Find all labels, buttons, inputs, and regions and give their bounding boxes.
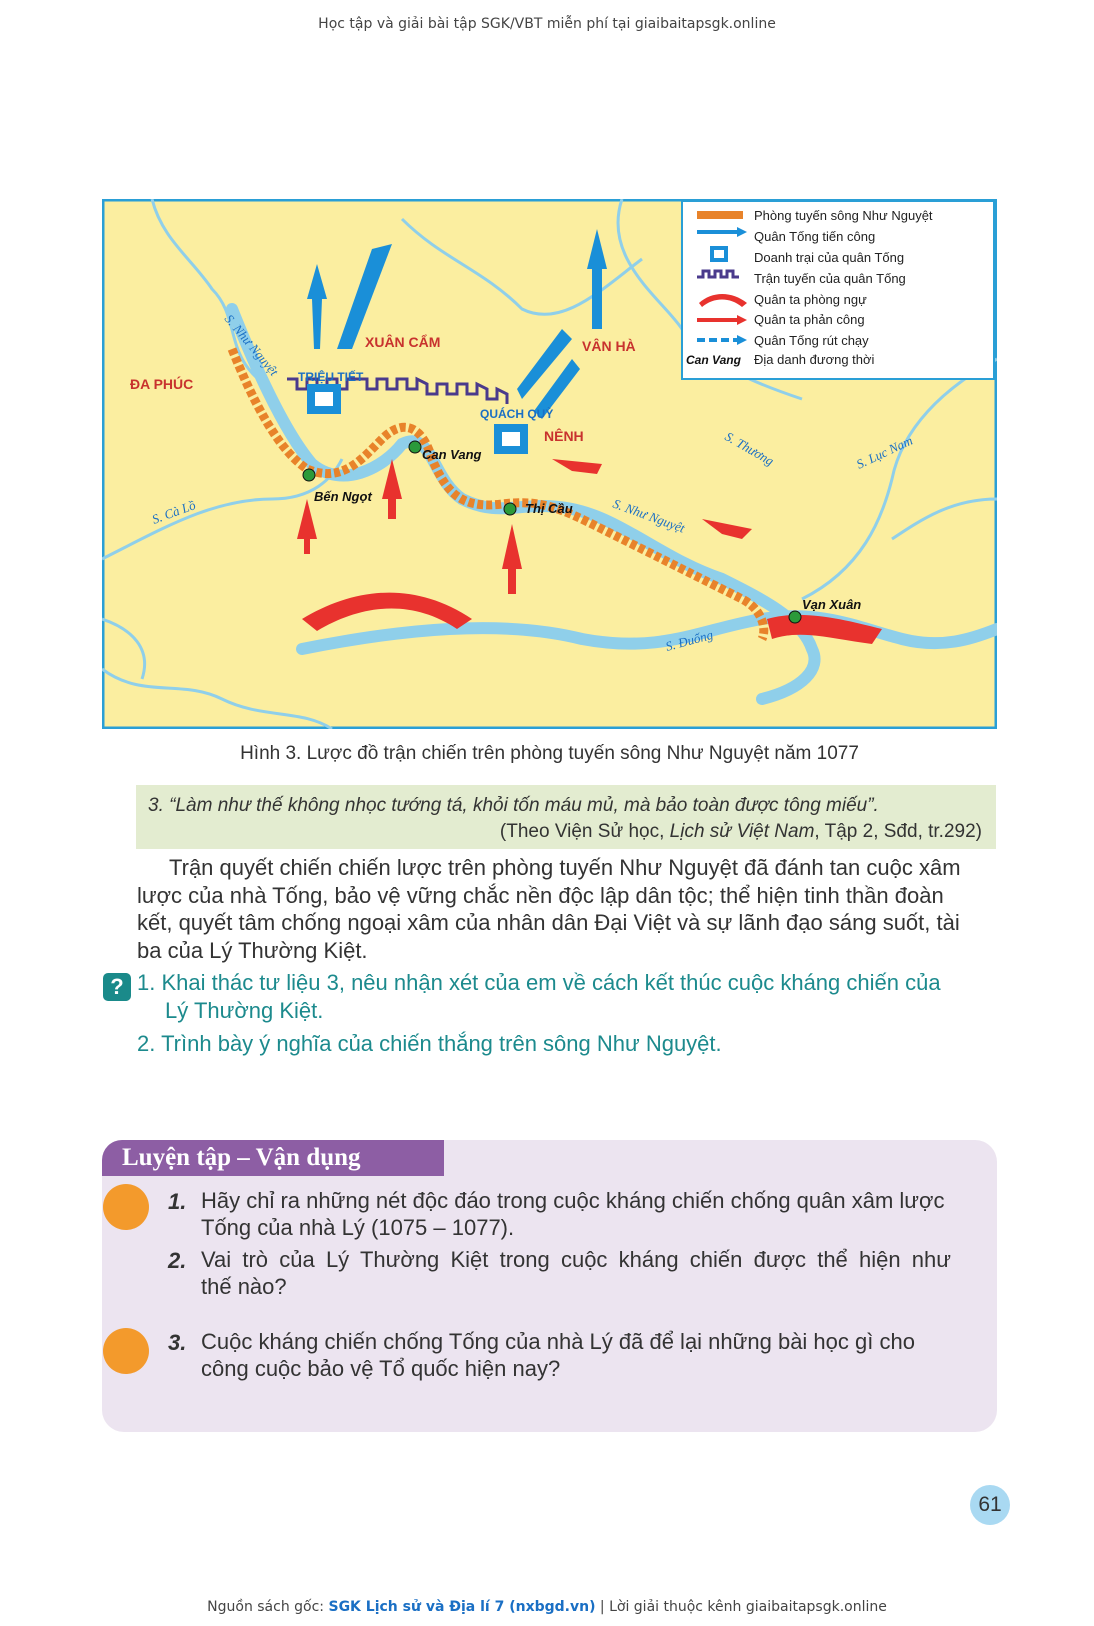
dot-ben-ngot bbox=[303, 469, 315, 481]
label-nenh: NÊNH bbox=[544, 428, 584, 444]
label-river-thuong: S. Thương bbox=[722, 428, 777, 469]
figure-caption: Hình 3. Lược đồ trận chiến trên phòng tuyến sông Như Nguyệt năm 1077 bbox=[240, 743, 859, 764]
student-thinking-icon bbox=[103, 1328, 149, 1374]
quote-text: 3. “Làm như thế không nhọc tướng tá, khỏi tốn máu mủ, mà bảo toàn được tông miếu”. bbox=[148, 795, 879, 816]
dot-can-vang bbox=[409, 441, 421, 453]
dot-van-xuan bbox=[789, 611, 801, 623]
label-river-ca-lo: S. Cà Lồ bbox=[149, 497, 198, 527]
quote-box bbox=[136, 785, 996, 849]
label-ben-ngot: Bến Ngọt bbox=[314, 489, 372, 504]
question-1-line-2: Lý Thường Kiệt. bbox=[165, 998, 324, 1023]
legend-label-5: Quân ta phòng ngự bbox=[754, 292, 867, 307]
label-river-duong: S. Đuống bbox=[663, 626, 715, 654]
legend-label-1: Phòng tuyến sông Như Nguyệt bbox=[754, 208, 933, 223]
label-thi-cau: Thị Cầu bbox=[525, 501, 573, 516]
map-svg bbox=[102, 199, 997, 729]
question-icon: ? bbox=[103, 973, 131, 1001]
footer-book-link: SGK Lịch sử và Địa lí 7 (nxbgd.vn) bbox=[328, 1599, 596, 1615]
label-river-luc-nam: S. Lục Nam bbox=[853, 432, 915, 472]
practice-3-line-1: Cuộc kháng chiến chống Tống của nhà Lý đã để lại những bài học gì cho bbox=[201, 1329, 915, 1354]
dot-thi-cau bbox=[504, 503, 516, 515]
legend-label-2: Quân Tống tiến công bbox=[754, 229, 876, 244]
legend-label-8: Địa danh đương thời bbox=[754, 352, 875, 367]
label-trieu-tiet: TRIỆU TIẾT bbox=[298, 370, 364, 384]
legend-label-7: Quân Tống rút chạy bbox=[754, 333, 869, 348]
footer-note: Nguồn sách gốc: SGK Lịch sử và Địa lí 7 (nxbgd.vn) | Lời giải thuộc kênh giaibaitapsgk.online bbox=[207, 1599, 887, 1615]
legend-label-3: Doanh trại của quân Tống bbox=[754, 250, 905, 265]
legend-label-4: Trận tuyến của quân Tống bbox=[754, 271, 906, 286]
label-van-xuan: Vạn Xuân bbox=[802, 597, 862, 612]
practice-3-line-2: công cuộc bảo vệ Tổ quốc hiện nay? bbox=[201, 1356, 561, 1381]
practice-2-line-2: thế nào? bbox=[201, 1274, 287, 1299]
page-number: 61 bbox=[970, 1485, 1010, 1525]
legend-label-6: Quân ta phản công bbox=[754, 312, 865, 327]
paragraph-line-1: Trận quyết chiến chiến lược trên phòng tuyến Như Nguyệt đã đánh tan cuộc xâm bbox=[169, 855, 961, 880]
practice-1-line-2: Tống của nhà Lý (1075 – 1077). bbox=[201, 1215, 515, 1240]
student-reading-icon bbox=[103, 1184, 149, 1230]
paragraph-line-2: lược của nhà Tống, bảo vệ vững chắc nền độc lập dân tộc; thể hiện tinh thần đoàn bbox=[137, 882, 944, 908]
practice-3-num: 3. bbox=[168, 1330, 187, 1355]
place-text-sample: Can Vang bbox=[686, 353, 741, 367]
question-2: 2. Trình bày ý nghĩa của chiến thắng trên sông Như Nguyệt. bbox=[137, 1031, 722, 1056]
practice-title: Luyện tập – Vận dụng bbox=[102, 1140, 444, 1176]
label-da-phuc: ĐA PHÚC bbox=[130, 376, 194, 392]
label-quach-quy: QUÁCH QUỲ bbox=[480, 407, 554, 421]
summary-paragraph bbox=[137, 854, 997, 964]
practice-1-line-1: Hãy chỉ ra những nét độc đáo trong cuộc kháng chiến chống quân xâm lược bbox=[201, 1188, 945, 1213]
practice-2-num: 2. bbox=[168, 1248, 187, 1273]
practice-2-line-1: Vai trò của Lý Thường Kiệt trong cuộc kháng chiến được thể hiện như bbox=[201, 1247, 951, 1272]
quote-source: (Theo Viện Sử học, Lịch sử Việt Nam, Tập 2, Sđd, tr.292) bbox=[499, 821, 982, 842]
paragraph-line-4: ba của Lý Thường Kiệt. bbox=[137, 937, 368, 963]
map-legend bbox=[682, 201, 994, 379]
fortified-line-icon bbox=[697, 211, 743, 219]
label-river-nhu-nguyet-2: S. Như Nguyệt bbox=[610, 495, 687, 536]
question-1-line-1: 1. Khai thác tư liệu 3, nêu nhận xét của em về cách kết thúc cuộc kháng chiến của bbox=[137, 970, 941, 995]
label-van-ha: VÂN HÀ bbox=[582, 338, 636, 354]
battle-map bbox=[102, 199, 997, 729]
header-note: Học tập và giải bài tập SGK/VBT miễn phí tại giaibaitapsgk.online bbox=[318, 16, 776, 32]
practice-1-num: 1. bbox=[168, 1189, 187, 1214]
paragraph-line-3: kết, quyết tâm chống ngoại xâm của nhân dân Đại Việt và sự lãnh đạo sáng suốt, tài bbox=[137, 910, 960, 935]
label-xuan-cam: XUÂN CẨM bbox=[365, 334, 441, 350]
label-river-nhu-nguyet-1: S. Như Nguyệt bbox=[221, 311, 282, 379]
label-can-vang: Can Vang bbox=[422, 447, 482, 462]
